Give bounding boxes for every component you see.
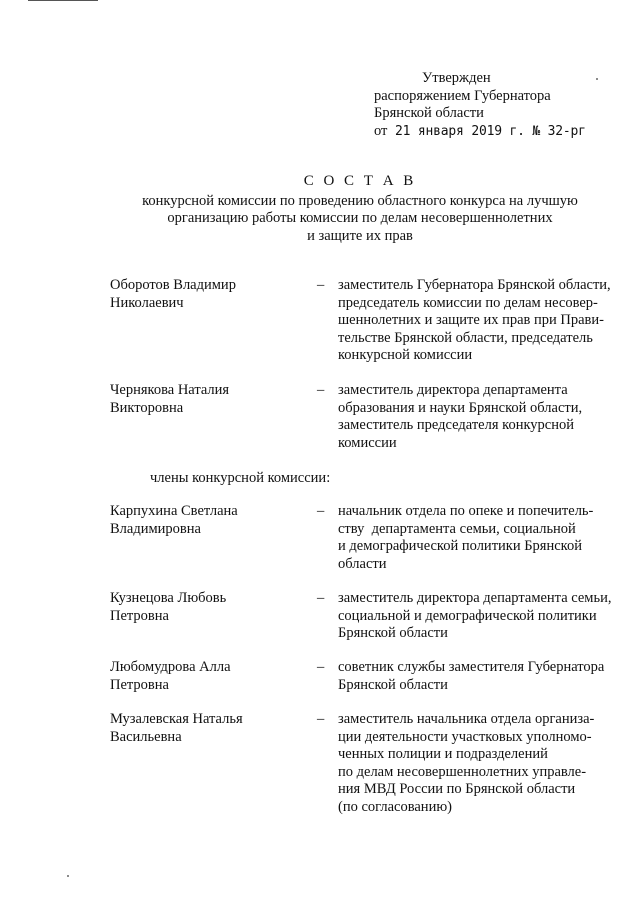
role-line: образования и науки Брянской области, — [338, 399, 583, 416]
member-role — [338, 659, 620, 694]
role-line: заместитель директора департамента — [338, 382, 568, 398]
approval-title: Утвержден — [422, 70, 491, 86]
role-line: начальник отдела по опеке и попечитель- — [338, 503, 594, 519]
member-role — [338, 711, 620, 816]
member-patronymic: Николаевич — [110, 294, 184, 311]
dash-separator: – — [317, 503, 325, 519]
role-line: и демографической политики Брянской — [338, 538, 582, 554]
role-line: ции деятельности участковых уполномо- — [338, 728, 592, 745]
dash-separator: – — [317, 277, 325, 293]
member-name — [110, 590, 300, 625]
scan-speck — [67, 875, 69, 877]
role-line: области — [338, 555, 387, 572]
dash-separator: – — [317, 659, 325, 675]
document-heading — [100, 173, 620, 245]
role-line: шеннолетних и защите их прав при Прави- — [338, 312, 604, 328]
role-line: тельстве Брянской области, председатель — [338, 329, 593, 346]
role-line: заместитель Губернатора Брянской области, — [338, 277, 611, 293]
role-line: заместитель председателя конкурсной — [338, 417, 575, 433]
member-role — [338, 382, 620, 452]
role-line: заместитель директора департамента семьи, — [338, 590, 612, 606]
approval-date-prefix: от — [374, 122, 388, 139]
approval-stamp — [374, 70, 624, 140]
approval-authority: распоряжением Губернатора — [374, 87, 551, 104]
dash-separator: – — [317, 382, 325, 398]
member-name — [110, 382, 300, 417]
member-role — [338, 503, 620, 573]
role-line: советник службы заместителя Губернатора — [338, 659, 605, 675]
role-line: ству департамента семьи, социальной — [338, 520, 576, 537]
member-patronymic: Викторовна — [110, 399, 184, 416]
approval-region: Брянской области — [374, 105, 484, 121]
member-surname: Карпухина Светлана — [110, 503, 238, 519]
member-name — [110, 503, 300, 538]
role-line: Брянской области — [338, 676, 448, 693]
scan-speck — [596, 78, 598, 80]
heading-line-2: организацию работы комиссии по делам несовершеннолетних — [167, 210, 553, 226]
approval-date — [374, 123, 624, 141]
member-surname: Музалевская Наталья — [110, 711, 243, 727]
member-name — [110, 277, 300, 312]
member-patronymic: Васильевна — [110, 728, 182, 745]
role-line: ченных полиции и подразделений — [338, 746, 548, 762]
role-line: конкурсной комиссии — [338, 347, 473, 363]
role-line: (по согласованию) — [338, 798, 452, 815]
role-line: заместитель начальника отдела организа- — [338, 711, 595, 727]
role-line: комиссии — [338, 434, 397, 451]
member-surname: Кузнецова Любовь — [110, 590, 227, 606]
top-rule — [28, 0, 98, 1]
member-surname: Чернякова Наталия — [110, 382, 230, 398]
member-patronymic: Владимировна — [110, 520, 201, 537]
document-title: С О С Т А В — [303, 173, 417, 189]
role-line: Брянской области — [338, 625, 448, 641]
members-heading: члены конкурсной комиссии: — [150, 470, 331, 486]
role-line: председатель комиссии по делам несовер- — [338, 294, 598, 311]
member-surname: Любомудрова Алла — [110, 659, 231, 675]
heading-line-1: конкурсной комиссии по проведению областного конкурса на лучшую — [142, 192, 578, 209]
member-patronymic: Петровна — [110, 676, 169, 693]
approval-date-value: 21 января 2019 г. № 32-рг — [395, 123, 586, 139]
member-name — [110, 711, 300, 746]
role-line: по делам несовершеннолетних управле- — [338, 763, 587, 780]
heading-line-3: и защите их прав — [307, 227, 413, 244]
member-name — [110, 659, 300, 694]
role-line: ния МВД России по Брянской области — [338, 781, 576, 797]
dash-separator: – — [317, 711, 325, 727]
member-role — [338, 277, 620, 365]
member-role — [338, 590, 620, 643]
role-line: социальной и демографической политики — [338, 607, 597, 624]
member-surname: Оборотов Владимир — [110, 277, 236, 293]
member-patronymic: Петровна — [110, 607, 169, 624]
dash-separator: – — [317, 590, 325, 606]
